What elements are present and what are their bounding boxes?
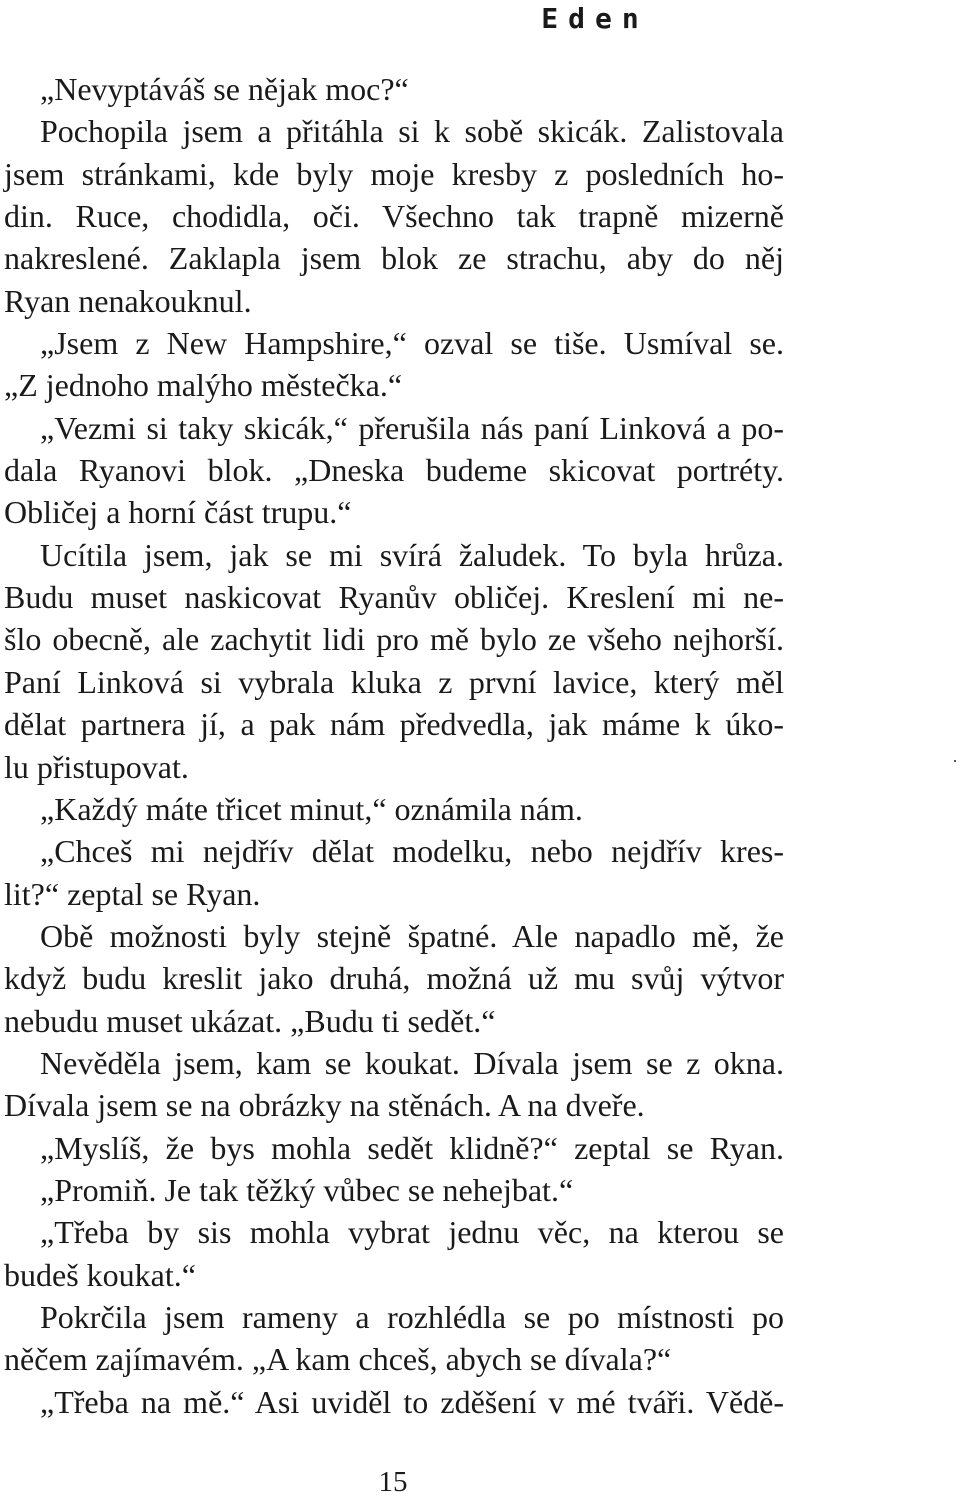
text-line: dělat partnera jí, a pak nám předvedla, jak máme k úko- <box>4 706 784 743</box>
text-line: „Třeba by sis mohla vybrat jednu věc, na kterou se <box>40 1214 784 1251</box>
text-line: „Každý máte třicet minut,“ oznámila nám. <box>40 790 583 827</box>
text-line: Dívala jsem se na obrázky na stěnách. A na dveře. <box>4 1087 645 1124</box>
text-line: lu přistupovat. <box>4 748 189 785</box>
page-number: 15 <box>378 1466 408 1498</box>
text-line: jsem stránkami, kde byly moje kresby z posledních ho- <box>4 155 784 192</box>
margin-speck <box>954 760 956 762</box>
text-line: „Myslíš, že bys mohla sedět klidně?“ zeptal se Ryan. <box>40 1129 784 1166</box>
text-line: Pokrčila jsem rameny a rozhlédla se po místnosti po <box>40 1298 784 1335</box>
text-line: budeš koukat.“ <box>4 1256 196 1293</box>
text-line: „Z jednoho malýho městečka.“ <box>4 367 403 404</box>
text-line: Pochopila jsem a přitáhla si k sobě skicák. Zalistovala <box>40 113 784 150</box>
text-line: „Chceš mi nejdřív dělat modelku, nebo nejdřív kres- <box>40 833 784 870</box>
text-line: Obličej a horní část trupu.“ <box>4 494 352 531</box>
running-header-title: Eden <box>541 2 649 35</box>
text-line: šlo obecně, ale zachytit lidi pro mě bylo ze všeho nejhorší. <box>4 621 784 658</box>
text-line: když budu kreslit jako druhá, možná už mu svůj výtvor <box>4 960 784 997</box>
page-body-text <box>4 68 784 1423</box>
text-line: lit?“ zeptal se Ryan. <box>4 875 261 912</box>
text-line: Paní Linková si vybrala kluka z první lavice, který měl <box>4 663 784 700</box>
text-line: Obě možnosti byly stejně špatné. Ale napadlo mě, že <box>40 917 784 954</box>
text-line: něčem zajímavém. „A kam chceš, abych se dívala?“ <box>4 1341 672 1378</box>
text-line: „Nevyptáváš se nějak moc?“ <box>40 71 409 107</box>
text-line: „Promiň. Je tak těžký vůbec se nehejbat.“ <box>40 1171 574 1208</box>
text-line: nebudu muset ukázat. „Budu ti sedět.“ <box>4 1002 496 1039</box>
text-line: „Vezmi si taky skicák,“ přerušila nás paní Linková a po- <box>40 409 784 446</box>
text-line: Budu muset naskicovat Ryanův obličej. Kreslení mi ne- <box>4 579 784 616</box>
text-line: „Jsem z New Hampshire,“ ozval se tiše. Usmíval se. <box>40 325 784 362</box>
text-line: Ryan nenakouknul. <box>4 282 252 319</box>
text-line: Nevěděla jsem, kam se koukat. Dívala jsem se z okna. <box>40 1044 784 1081</box>
text-line: dala Ryanovi blok. „Dneska budeme skicovat portréty. <box>4 452 784 489</box>
text-line: Ucítila jsem, jak se mi svírá žaludek. To byla hrůza. <box>40 536 784 573</box>
text-line: „Třeba na mě.“ Asi uviděl to zděšení v mé tváři. Vědě- <box>40 1383 784 1420</box>
text-line: din. Ruce, chodidla, oči. Všechno tak trapně mizerně <box>4 198 784 235</box>
text-line: nakreslené. Zaklapla jsem blok ze strachu, aby do něj <box>4 240 784 277</box>
